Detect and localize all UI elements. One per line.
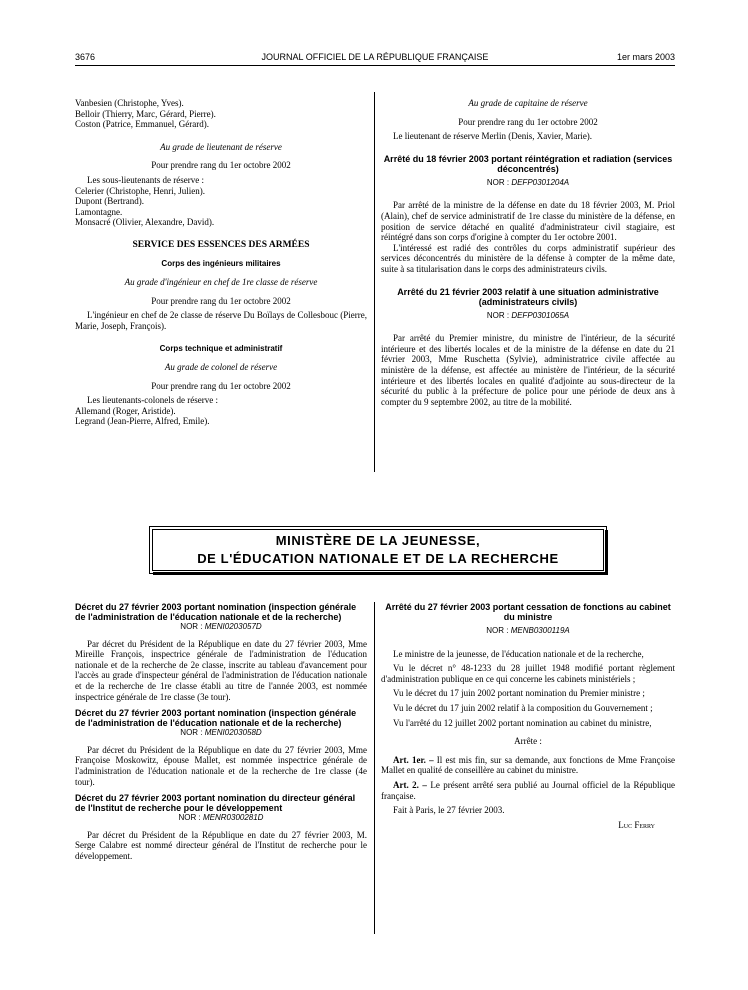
paragraph: Vu le décret du 17 juin 2002 relatif à la composition du Gouvernement ; — [393, 702, 653, 713]
nor-label: NOR : — [178, 813, 201, 823]
nor-reference — [381, 626, 675, 637]
corps-heading: Corps technique et administratif — [159, 343, 283, 353]
intro-line: Les lieutenants-colonels de réserve : — [87, 395, 218, 406]
paragraph: L'ingénieur en chef de 2e classe de réserve Du Boïlays de Collesbouc (Pierre, Marie, Joseph, François). — [75, 310, 367, 331]
arrete-label: Arrête : — [514, 736, 542, 747]
article — [381, 780, 675, 801]
nor-code: DEFP0301204A — [511, 177, 570, 187]
nor-reference — [381, 311, 675, 322]
name-line: Celerier (Christophe, Henri, Julien). — [75, 185, 205, 196]
arrete-title: Arrêté du 27 février 2003 portant cessation de fonctions au cabinet du ministre — [385, 602, 671, 622]
grade-heading: Au grade d'ingénieur en chef de 1re classe de réserve — [124, 277, 318, 288]
name-line: Allemand (Roger, Aristide). — [75, 405, 176, 416]
grade-heading: Au grade de capitaine de réserve — [468, 98, 588, 108]
article-label: Art. 1er. – — [393, 754, 434, 765]
bottom-left-column — [75, 602, 367, 862]
arrete-title: Arrêté du 18 février 2003 portant réintégration et radiation (services déconcentrés) — [383, 153, 673, 174]
name-line: Coston (Patrice, Emmanuel, Gérard). — [75, 119, 209, 130]
service-title: SERVICE DES ESSENCES DES ARMÉES — [132, 239, 310, 250]
corps-heading: Corps des ingénieurs militaires — [161, 258, 281, 268]
nor-code: MENR0300281D — [202, 813, 264, 823]
nor-reference — [381, 178, 675, 189]
nor-reference — [75, 728, 367, 739]
rang-line: Pour prendre rang du 1er octobre 2002 — [151, 295, 291, 306]
nor-code: MENB0300119A — [510, 626, 570, 635]
column-divider-top — [374, 92, 375, 472]
decret-title: Décret du 27 février 2003 portant nomination (inspection générale de l'administration de l'éducation nationale et de la recherche) — [75, 602, 357, 622]
column-divider-bottom — [374, 602, 375, 934]
article — [381, 755, 675, 776]
paragraph: Par décret du Président de la République en date du 27 février 2003, M. Serge Calabre est nommé directeur général de l'Institut de recherche pour le développement. — [75, 829, 367, 861]
journal-title: JOURNAL OFFICIEL DE LA RÉPUBLIQUE FRANÇAISE — [261, 52, 489, 62]
nor-label: NOR : — [486, 310, 510, 320]
article-text: Il est mis fin, sur sa demande, aux fonctions de Mme Françoise Mallet en qualité de conseillère au cabinet du ministre. — [381, 754, 676, 776]
paragraph: L'intéressé est radié des contrôles du corps administratif supérieur des services déconcentrés du ministère de la défense à compter de la même date, suite à sa titularisation dans le corps des administrateurs civils. — [381, 242, 675, 274]
top-left-column — [75, 98, 367, 427]
decret-title: Décret du 27 février 2003 portant nomination du directeur général de l'Institut de recherche pour le développement — [75, 793, 356, 814]
paragraph: Par décret du Président de la République en date du 27 février 2003, Mme Mireille François, inspectrice générale de l'administration de l'éducation nationale et de la recherche de 2e classe, inscrite au tableau d'avancement pour l'accès au grade d'inspecteur général de l'administration de l'éducation nationale et de la recherche de 1re classe établi au titre de l'année 2003, est nommée inspectrice générale de 1re classe (3e tour). — [75, 638, 367, 702]
header-rule — [75, 65, 675, 66]
paragraph: Vu le décret n° 48-1233 du 28 juillet 1948 modifié portant règlement d'administration publique en ce qui concerne les cabinets ministériels ; — [381, 663, 675, 684]
paragraph: Par décret du Président de la République en date du 27 février 2003, Mme Françoise Moskowitz, épouse Mallet, est nommée inspectrice générale de l'administration de l'éducation nationale et de la recherche de 1re classe (4e tour). — [75, 744, 367, 787]
page-number: 3676 — [75, 52, 96, 62]
nor-label: NOR : — [486, 626, 509, 635]
name-line: Lamontagne. — [75, 206, 123, 217]
bottom-right-column — [381, 602, 675, 830]
intro-line: Les sous-lieutenants de réserve : — [87, 174, 204, 185]
issue-date: 1er mars 2003 — [616, 52, 675, 62]
nor-reference — [75, 813, 367, 824]
nor-label: NOR : — [180, 622, 203, 631]
ministry-title-line2: DE L'ÉDUCATION NATIONALE ET DE LA RECHERCHE — [197, 551, 559, 566]
ministry-banner — [149, 526, 607, 574]
name-line: Monsacré (Olivier, Alexandre, David). — [75, 217, 215, 228]
name-line: Belloir (Thierry, Marc, Gérard, Pierre). — [75, 108, 216, 119]
nor-label: NOR : — [486, 177, 510, 187]
top-right-column — [381, 98, 675, 407]
rang-line: Pour prendre rang du 1er octobre 2002 — [151, 160, 291, 171]
paragraph: Le ministre de la jeunesse, de l'éducation nationale et de la recherche, — [393, 648, 644, 659]
decret-title: Décret du 27 février 2003 portant nomination (inspection générale de l'administration de l'éducation nationale et de la recherche) — [75, 708, 357, 729]
grade-heading: Au grade de colonel de réserve — [164, 362, 278, 373]
nor-code: DEFP0301065A — [511, 310, 570, 320]
page-header — [75, 52, 675, 66]
article-label: Art. 2. – — [393, 779, 427, 790]
fait-line: Fait à Paris, le 27 février 2003. — [393, 805, 505, 816]
name-line: Dupont (Bertrand). — [75, 196, 144, 207]
nor-code: MENI0203057D — [204, 622, 262, 631]
paragraph: Le lieutenant de réserve Merlin (Denis, Xavier, Marie). — [393, 131, 593, 142]
name-line: Vanbesien (Christophe, Yves). — [75, 98, 184, 108]
grade-heading: Au grade de lieutenant de réserve — [160, 141, 282, 152]
paragraph: Vu l'arrêté du 12 juillet 2002 portant nomination au cabinet du ministre, — [393, 717, 652, 728]
paragraph: Par arrêté de la ministre de la défense en date du 18 février 2003, M. Priol (Alain), chef de service administratif de 1re classe du ministère de la défense, en position de service détaché en qualité d'administrateur civil stagiaire, est réintégré dans son corps d'origine à compter du 1er octobre 2001. — [381, 200, 675, 243]
arrete-title: Arrêté du 21 février 2003 relatif à une situation administrative (administrateurs civils) — [397, 286, 659, 307]
article-text: Le présent arrêté sera publié au Journal officiel de la République française. — [381, 779, 676, 801]
nor-code: MENI0203058D — [204, 728, 262, 738]
rang-line: Pour prendre rang du 1er octobre 2002 — [458, 116, 598, 127]
rang-line: Pour prendre rang du 1er octobre 2002 — [151, 380, 291, 391]
nor-label: NOR : — [180, 728, 203, 738]
paragraph: Par arrêté du Premier ministre, du ministre de l'intérieur, de la sécurité intérieure et des libertés locales et de la ministre de la défense en date du 21 février 2003, Mme Ruschetta (Sylvie), administratrice civile affectée au ministère de la défense, est affectée au ministère de l'intérieur, de la sécurité intérieure et des libertés locales en qualité d'adjointe au sous-directeur de la sécurité du public à la préfecture de police pour une période de deux ans à compter du 9 septembre 2002, au titre de la mobilité. — [381, 333, 675, 407]
ministry-title-line1: MINISTÈRE DE LA JEUNESSE, — [275, 533, 481, 548]
nor-reference — [75, 622, 367, 633]
paragraph: Vu le décret du 17 juin 2002 portant nomination du Premier ministre ; — [393, 688, 645, 699]
signature: Luc Ferry — [618, 819, 655, 830]
name-line: Legrand (Jean-Pierre, Alfred, Emile). — [75, 416, 210, 427]
